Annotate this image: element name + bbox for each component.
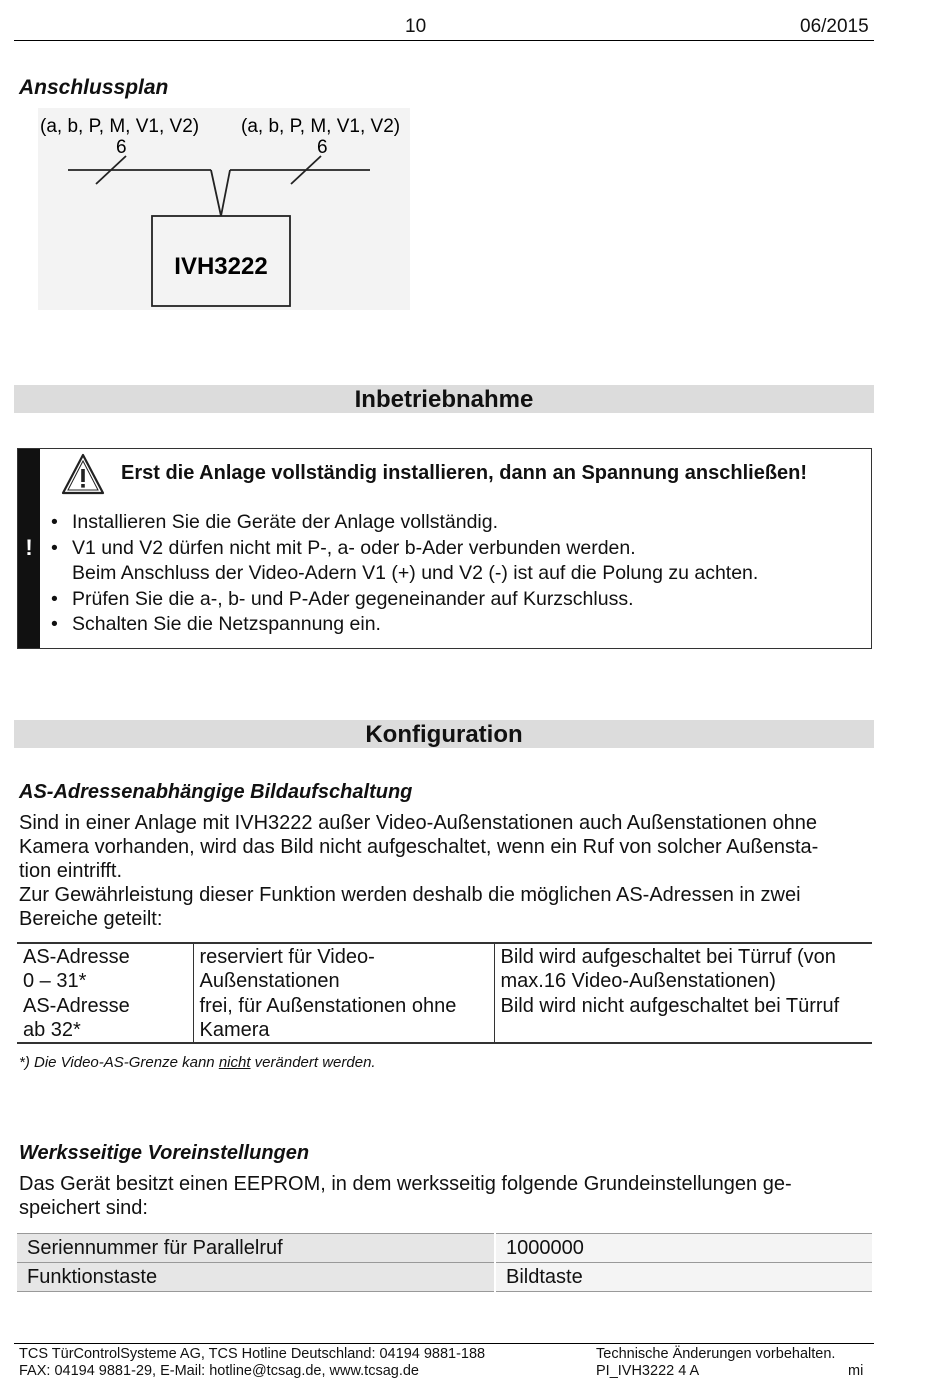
footer-company-hotline: TCS TürControlSysteme AG, TCS Hotline Deutschland: 04194 9881-188 xyxy=(19,1346,486,1362)
left-wire-count: 6 xyxy=(116,137,127,158)
left-wire-label: (a, b, P, M, V1, V2) xyxy=(40,116,200,137)
exclamation-marker: ! xyxy=(25,535,33,560)
footer-contact: FAX: 04194 9881-29, E-Mail: hotline@tcsag.de, www.tcsag.de xyxy=(19,1363,419,1379)
footer-document-id: PI_IVH3222 4 A xyxy=(596,1363,700,1379)
device-label: IVH3222 xyxy=(174,253,268,280)
address-video-subtitle: AS-Adressenabhängige Bildaufschaltung xyxy=(19,781,413,803)
factory-defaults-paragraph: Das Gerät besitzt einen EEPROM, in dem werksseitig folgende Grundeinstellungen ge- speichert sind: xyxy=(19,1173,792,1219)
setting-name: Funktionstaste xyxy=(17,1263,495,1292)
address-usage-cell: frei, für Außenstationen ohne Kamera xyxy=(193,993,494,1043)
table-row xyxy=(17,943,872,993)
issue-date: 06/2015 xyxy=(800,16,869,37)
wiring-diagram xyxy=(38,108,410,310)
setting-name: Seriennummer für Parallelruf xyxy=(17,1234,495,1263)
footer-disclaimer: Technische Änderungen vorbehalten. xyxy=(596,1346,836,1362)
address-usage-cell: reserviert für Video- Außenstationen xyxy=(193,943,494,993)
factory-defaults-table xyxy=(17,1233,872,1292)
address-range-cell: AS-Adresse ab 32* xyxy=(17,993,193,1043)
table-row xyxy=(17,1234,872,1263)
list-item: • Schalten Sie die Netzspannung ein. xyxy=(51,613,381,635)
table-footnote: *) Die Video-AS-Grenze kann nicht verändert werden. xyxy=(19,1054,376,1071)
table-row xyxy=(17,993,872,1043)
factory-defaults-subtitle: Werksseitige Voreinstellungen xyxy=(19,1142,310,1164)
as-address-table xyxy=(17,942,872,1044)
footer-rule xyxy=(14,1343,874,1344)
warning-instruction-list xyxy=(48,510,758,638)
address-range-cell: AS-Adresse 0 – 31* xyxy=(17,943,193,993)
image-behavior-cell: Bild wird aufgeschaltet bei Türruf (von max.16 Video-Außenstationen) xyxy=(494,943,872,993)
section-heading-configuration: Konfiguration xyxy=(14,720,874,748)
setting-value: Bildtaste xyxy=(495,1263,872,1292)
warning-heading: Erst die Anlage vollständig installieren, dann an Spannung anschließen! xyxy=(121,462,808,484)
list-item: • Installieren Sie die Geräte der Anlage vollständig. xyxy=(51,511,499,533)
image-behavior-cell: Bild wird nicht aufgeschaltet bei Türruf xyxy=(494,993,872,1043)
footer-author-tag: mi xyxy=(848,1363,864,1379)
right-wire-count: 6 xyxy=(317,137,328,158)
list-item: • Prüfen Sie die a-, b- und P-Ader gegeneinander auf Kurzschluss. xyxy=(51,587,634,610)
header-rule xyxy=(14,40,874,41)
configuration-paragraph: Sind in einer Anlage mit IVH3222 außer Video-Außenstationen auch Außenstationen ohne Kamera vorhanden, wird das Bild nicht aufgeschaltet, wenn ein Ruf von solcher Außensta- tion eintrifft. Zur Gewährleistung dieser Funktion werden deshalb die möglichen AS-Adressen in zwei Bereiche geteilt: xyxy=(19,812,819,930)
right-wire-label: (a, b, P, M, V1, V2) xyxy=(241,116,401,137)
bus-junction xyxy=(211,170,230,216)
list-item: • V1 und V2 dürfen nicht mit P-, a- oder b-Ader verbunden werden. Beim Anschluss der Video-Adern V1 (+) und V2 (-) ist auf die Polung zu achten. xyxy=(51,536,759,584)
page-number: 10 xyxy=(405,16,427,37)
setting-value: 1000000 xyxy=(495,1234,872,1263)
warning-triangle-icon xyxy=(60,452,106,496)
wiring-plan-title: Anschlussplan xyxy=(19,76,169,99)
section-heading-commissioning: Inbetriebnahme xyxy=(14,385,874,413)
warning-box xyxy=(17,448,872,649)
table-row xyxy=(17,1263,872,1292)
